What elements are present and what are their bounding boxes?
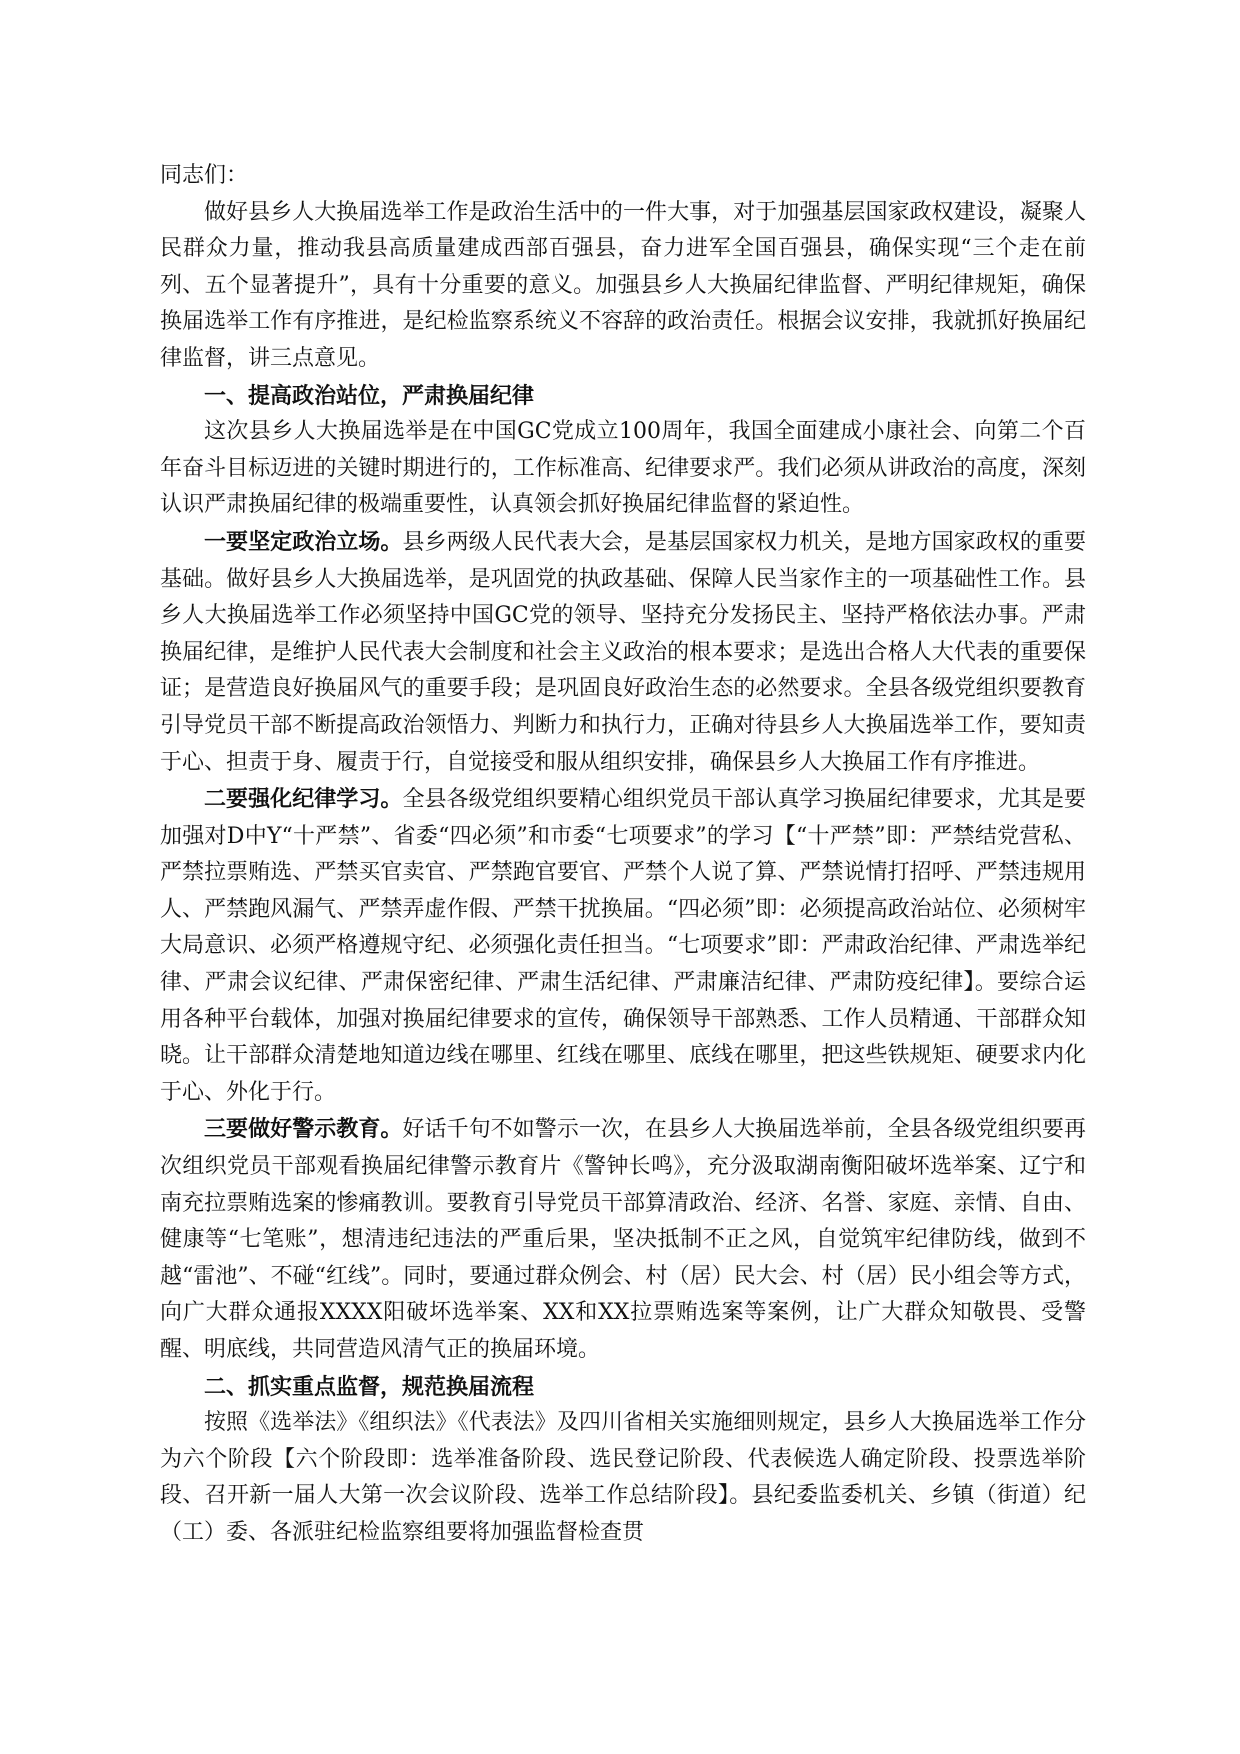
section-1-heading: 一、提高政治站位，严肃换届纪律: [204, 382, 535, 409]
section-1-intro-paragraph: 这次县乡人大换届选举是在中国GC党成立100周年，我国全面建成小康社会、向第二个百年奋斗目标迈进的关键时期进行的，工作标准高、纪律要求严。我们必须从讲政治的高度，深刻认识严肃换届纪律的极端重要性，认真领会抓好换届纪律监督的紧迫性。: [160, 419, 1086, 518]
section-2-intro-paragraph: 按照《选举法》《组织法》《代表法》及四川省相关实施细则规定，县乡人大换届选举工作分为六个阶段【六个阶段即：选举准备阶段、选民登记阶段、代表候选人确定阶段、投票选举阶段、召开新一届人大第一次会议阶段、选举工作总结阶段】。县纪委监委机关、乡镇（街道）纪（工）委、各派驻纪检监察组要将加强监督检查贯: [160, 1410, 1086, 1545]
section-2-heading: 二、抓实重点监督，规范换届流程: [204, 1373, 535, 1400]
salutation: 同志们：: [160, 163, 249, 188]
point-1-body: 县乡两级人民代表大会，是基层国家权力机关，是地方国家政权的重要基础。做好县乡人大换届选举，是巩固党的执政基础、保障人民当家作主的一项基础性工作。县乡人大换届选举工作必须坚持中国GC党的领导、坚持充分发扬民主、坚持严格依法办事。严肃换届纪律，是维护人民代表大会制度和社会主义政治的根本要求；是选出合格人大代表的重要保证；是营造良好换届风气的重要手段；是巩固良好政治生态的必然要求。全县各级党组织要教育引导党员干部不断提高政治领悟力、判断力和执行力，正确对待县乡人大换届选举工作，要知责于心、担责于身、履责于行，自觉接受和服从组织安排，确保县乡人大换届工作有序推进。: [160, 529, 1086, 775]
intro-paragraph: 做好县乡人大换届选举工作是政治生活中的一件大事，对于加强基层国家政权建设，凝聚人民群众力量，推动我县高质量建成西部百强县，奋力进军全国百强县，确保实现“三个走在前列、五个显著提升”，具有十分重要的意义。加强县乡人大换届纪律监督、严明纪律规矩，确保换届选举工作有序推进，是纪检监察系统义不容辞的政治责任。根据会议安排，我就抓好换届纪律监督，讲三点意见。: [160, 199, 1086, 371]
section-1-point-1-paragraph: [160, 524, 1086, 781]
point-1-lead: 一要坚定政治立场。: [204, 528, 403, 555]
point-2-body: 全县各级党组织要精心组织党员干部认真学习换届纪律要求，尤其是要加强对D中Y“十严禁”、省委“四必须”和市委“七项要求”的学习【“十严禁”即：严禁结党营私、严禁拉票贿选、严禁买官卖官、严禁跑官要官、严禁个人说了算、严禁说情打招呼、严禁违规用人、严禁跑风漏气、严禁弄虚作假、严禁干扰换届。“四必须”即：必须提高政治站位、必须树牢大局意识、必须严格遵规守纪、必须强化责任担当。“七项要求”即：严肃政治纪律、严肃选举纪律、严肃会议纪律、严肃保密纪律、严肃生活纪律、严肃廉洁纪律、严肃防疫纪律】。要综合运用各种平台载体，加强对换届纪律要求的宣传，确保领导干部熟悉、工作人员精通、干部群众知晓。让干部群众清楚地知道边线在哪里、红线在哪里、底线在哪里，把这些铁规矩、硬要求内化于心、外化于行。: [160, 787, 1086, 1105]
point-2-lead: 二要强化纪律学习。: [204, 786, 403, 813]
section-1-point-3-paragraph: [160, 1111, 1086, 1368]
document-page: [160, 158, 1086, 1552]
point-3-body: 好话千句不如警示一次，在县乡人大换届选举前，全县各级党组织要再次组织党员干部观看换届纪律警示教育片《警钟长鸣》，充分汲取湖南衡阳破坏选举案、辽宁和南充拉票贿选案的惨痛教训。要教育引导党员干部算清政治、经济、名誉、家庭、亲情、自由、健康等“七笔账”，想清违纪违法的严重后果，坚决抵制不正之风，自觉筑牢纪律防线，做到不越“雷池”、不碰“红线”。同时，要通过群众例会、村（居）民大会、村（居）民小组会等方式，向广大群众通报XXXX阳破坏选举案、XX和XX拉票贿选案等案例，让广大群众知敬畏、受警醒、明底线，共同营造风清气正的换届环境。: [160, 1117, 1086, 1362]
section-1-point-2-paragraph: [160, 781, 1086, 1111]
point-3-lead: 三要做好警示教育。: [204, 1116, 403, 1143]
